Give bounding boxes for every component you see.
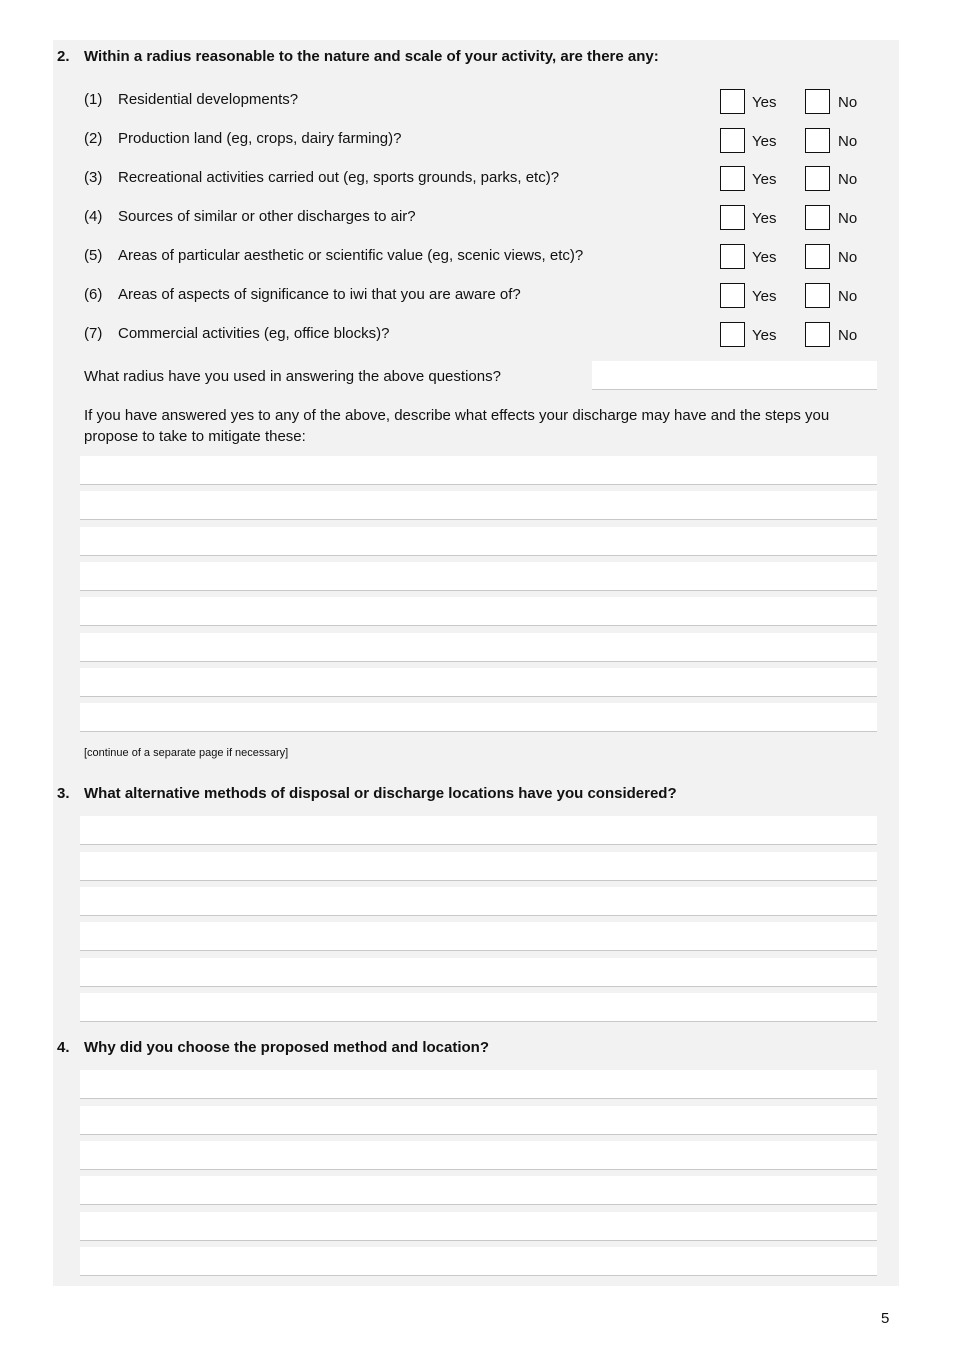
effects-answer-line-5[interactable]: [80, 597, 877, 626]
q3-answer-line-4[interactable]: [80, 922, 877, 951]
q2-item-2-yes-checkbox[interactable]: [720, 128, 745, 153]
effects-answer-line-7[interactable]: [80, 668, 877, 697]
q3-answer-line-1[interactable]: [80, 816, 877, 845]
q2-item-1-no-label: No: [838, 94, 858, 111]
q2-item-4-yes-checkbox[interactable]: [720, 205, 745, 230]
q2-item-2-yes-label: Yes: [752, 133, 777, 150]
effects-answer-line-3[interactable]: [80, 527, 877, 556]
q2-item-5-yes-label: Yes: [752, 249, 777, 266]
q2-item-5-no-checkbox[interactable]: [805, 244, 830, 269]
q2-item-1-number: (1): [84, 91, 103, 108]
q2-item-2-number: (2): [84, 130, 103, 147]
q2-item-2-text: Production land (eg, crops, dairy farming)?: [118, 130, 402, 147]
q2-item-5-yes-checkbox[interactable]: [720, 244, 745, 269]
q2-item-5-no-label: No: [838, 249, 858, 266]
q4-number: 4.: [57, 1039, 70, 1056]
q3-answer-line-2[interactable]: [80, 852, 877, 881]
q2-item-6-yes-label: Yes: [752, 288, 777, 305]
effects-answer-line-1[interactable]: [80, 456, 877, 485]
q4-answer-line-4[interactable]: [80, 1176, 877, 1205]
q2-item-4-number: (4): [84, 208, 103, 225]
effects-answer-line-4[interactable]: [80, 562, 877, 591]
q2-item-1-text: Residential developments?: [118, 91, 299, 108]
q3-answer-line-3[interactable]: [80, 887, 877, 916]
q3-answer-line-6[interactable]: [80, 993, 877, 1022]
effects-answer-line-6[interactable]: [80, 633, 877, 662]
q2-title: Within a radius reasonable to the nature and scale of your activity, are there any:: [84, 48, 659, 65]
page-number: 5: [881, 1310, 890, 1327]
q3-number: 3.: [57, 785, 70, 802]
q2-item-5-text: Areas of particular aesthetic or scientific value (eg, scenic views, etc)?: [118, 247, 584, 264]
q2-item-6-number: (6): [84, 286, 103, 303]
q2-item-3-text: Recreational activities carried out (eg, sports grounds, parks, etc)?: [118, 169, 560, 186]
q3-answer-line-5[interactable]: [80, 958, 877, 987]
q2-item-4-yes-label: Yes: [752, 210, 777, 227]
q2-item-6-no-label: No: [838, 288, 858, 305]
q2-item-3-yes-checkbox[interactable]: [720, 166, 745, 191]
q2-item-1-yes-label: Yes: [752, 94, 777, 111]
q2-item-2-no-checkbox[interactable]: [805, 128, 830, 153]
q2-item-1-yes-checkbox[interactable]: [720, 89, 745, 114]
q2-item-3-number: (3): [84, 169, 103, 186]
q2-item-6-no-checkbox[interactable]: [805, 283, 830, 308]
q2-item-7-no-label: No: [838, 327, 858, 344]
q2-item-2-no-label: No: [838, 133, 858, 150]
q2-item-1-no-checkbox[interactable]: [805, 89, 830, 114]
effects-question-line-2: propose to take to mitigate these:: [84, 428, 306, 445]
effects-answer-line-8[interactable]: [80, 703, 877, 732]
q2-item-4-no-checkbox[interactable]: [805, 205, 830, 230]
q2-item-5-number: (5): [84, 247, 103, 264]
continue-note: [continue of a separate page if necessary]: [84, 747, 289, 759]
q4-answer-line-6[interactable]: [80, 1247, 877, 1276]
q4-answer-line-3[interactable]: [80, 1141, 877, 1170]
q2-item-3-no-checkbox[interactable]: [805, 166, 830, 191]
q4-answer-line-1[interactable]: [80, 1070, 877, 1099]
q2-item-3-yes-label: Yes: [752, 171, 777, 188]
q4-title: Why did you choose the proposed method and location?: [84, 1039, 490, 1056]
q3-title: What alternative methods of disposal or discharge locations have you considered?: [84, 785, 677, 802]
effects-answer-line-2[interactable]: [80, 491, 877, 520]
q2-number: 2.: [57, 48, 70, 65]
q2-item-3-no-label: No: [838, 171, 858, 188]
q2-item-7-yes-checkbox[interactable]: [720, 322, 745, 347]
q2-item-7-text: Commercial activities (eg, office blocks)?: [118, 325, 390, 342]
q4-answer-line-2[interactable]: [80, 1106, 877, 1135]
q4-answer-line-5[interactable]: [80, 1212, 877, 1241]
q2-item-6-yes-checkbox[interactable]: [720, 283, 745, 308]
q2-item-4-no-label: No: [838, 210, 858, 227]
radius-input[interactable]: [592, 361, 877, 390]
effects-question-line-1: If you have answered yes to any of the above, describe what effects your discharge may have and the steps you: [84, 407, 830, 424]
q2-item-4-text: Sources of similar or other discharges to air?: [118, 208, 416, 225]
q2-item-7-no-checkbox[interactable]: [805, 322, 830, 347]
q2-item-6-text: Areas of aspects of significance to iwi that you are aware of?: [118, 286, 521, 303]
radius-question: What radius have you used in answering the above questions?: [84, 368, 501, 385]
q2-item-7-yes-label: Yes: [752, 327, 777, 344]
q2-item-7-number: (7): [84, 325, 103, 342]
